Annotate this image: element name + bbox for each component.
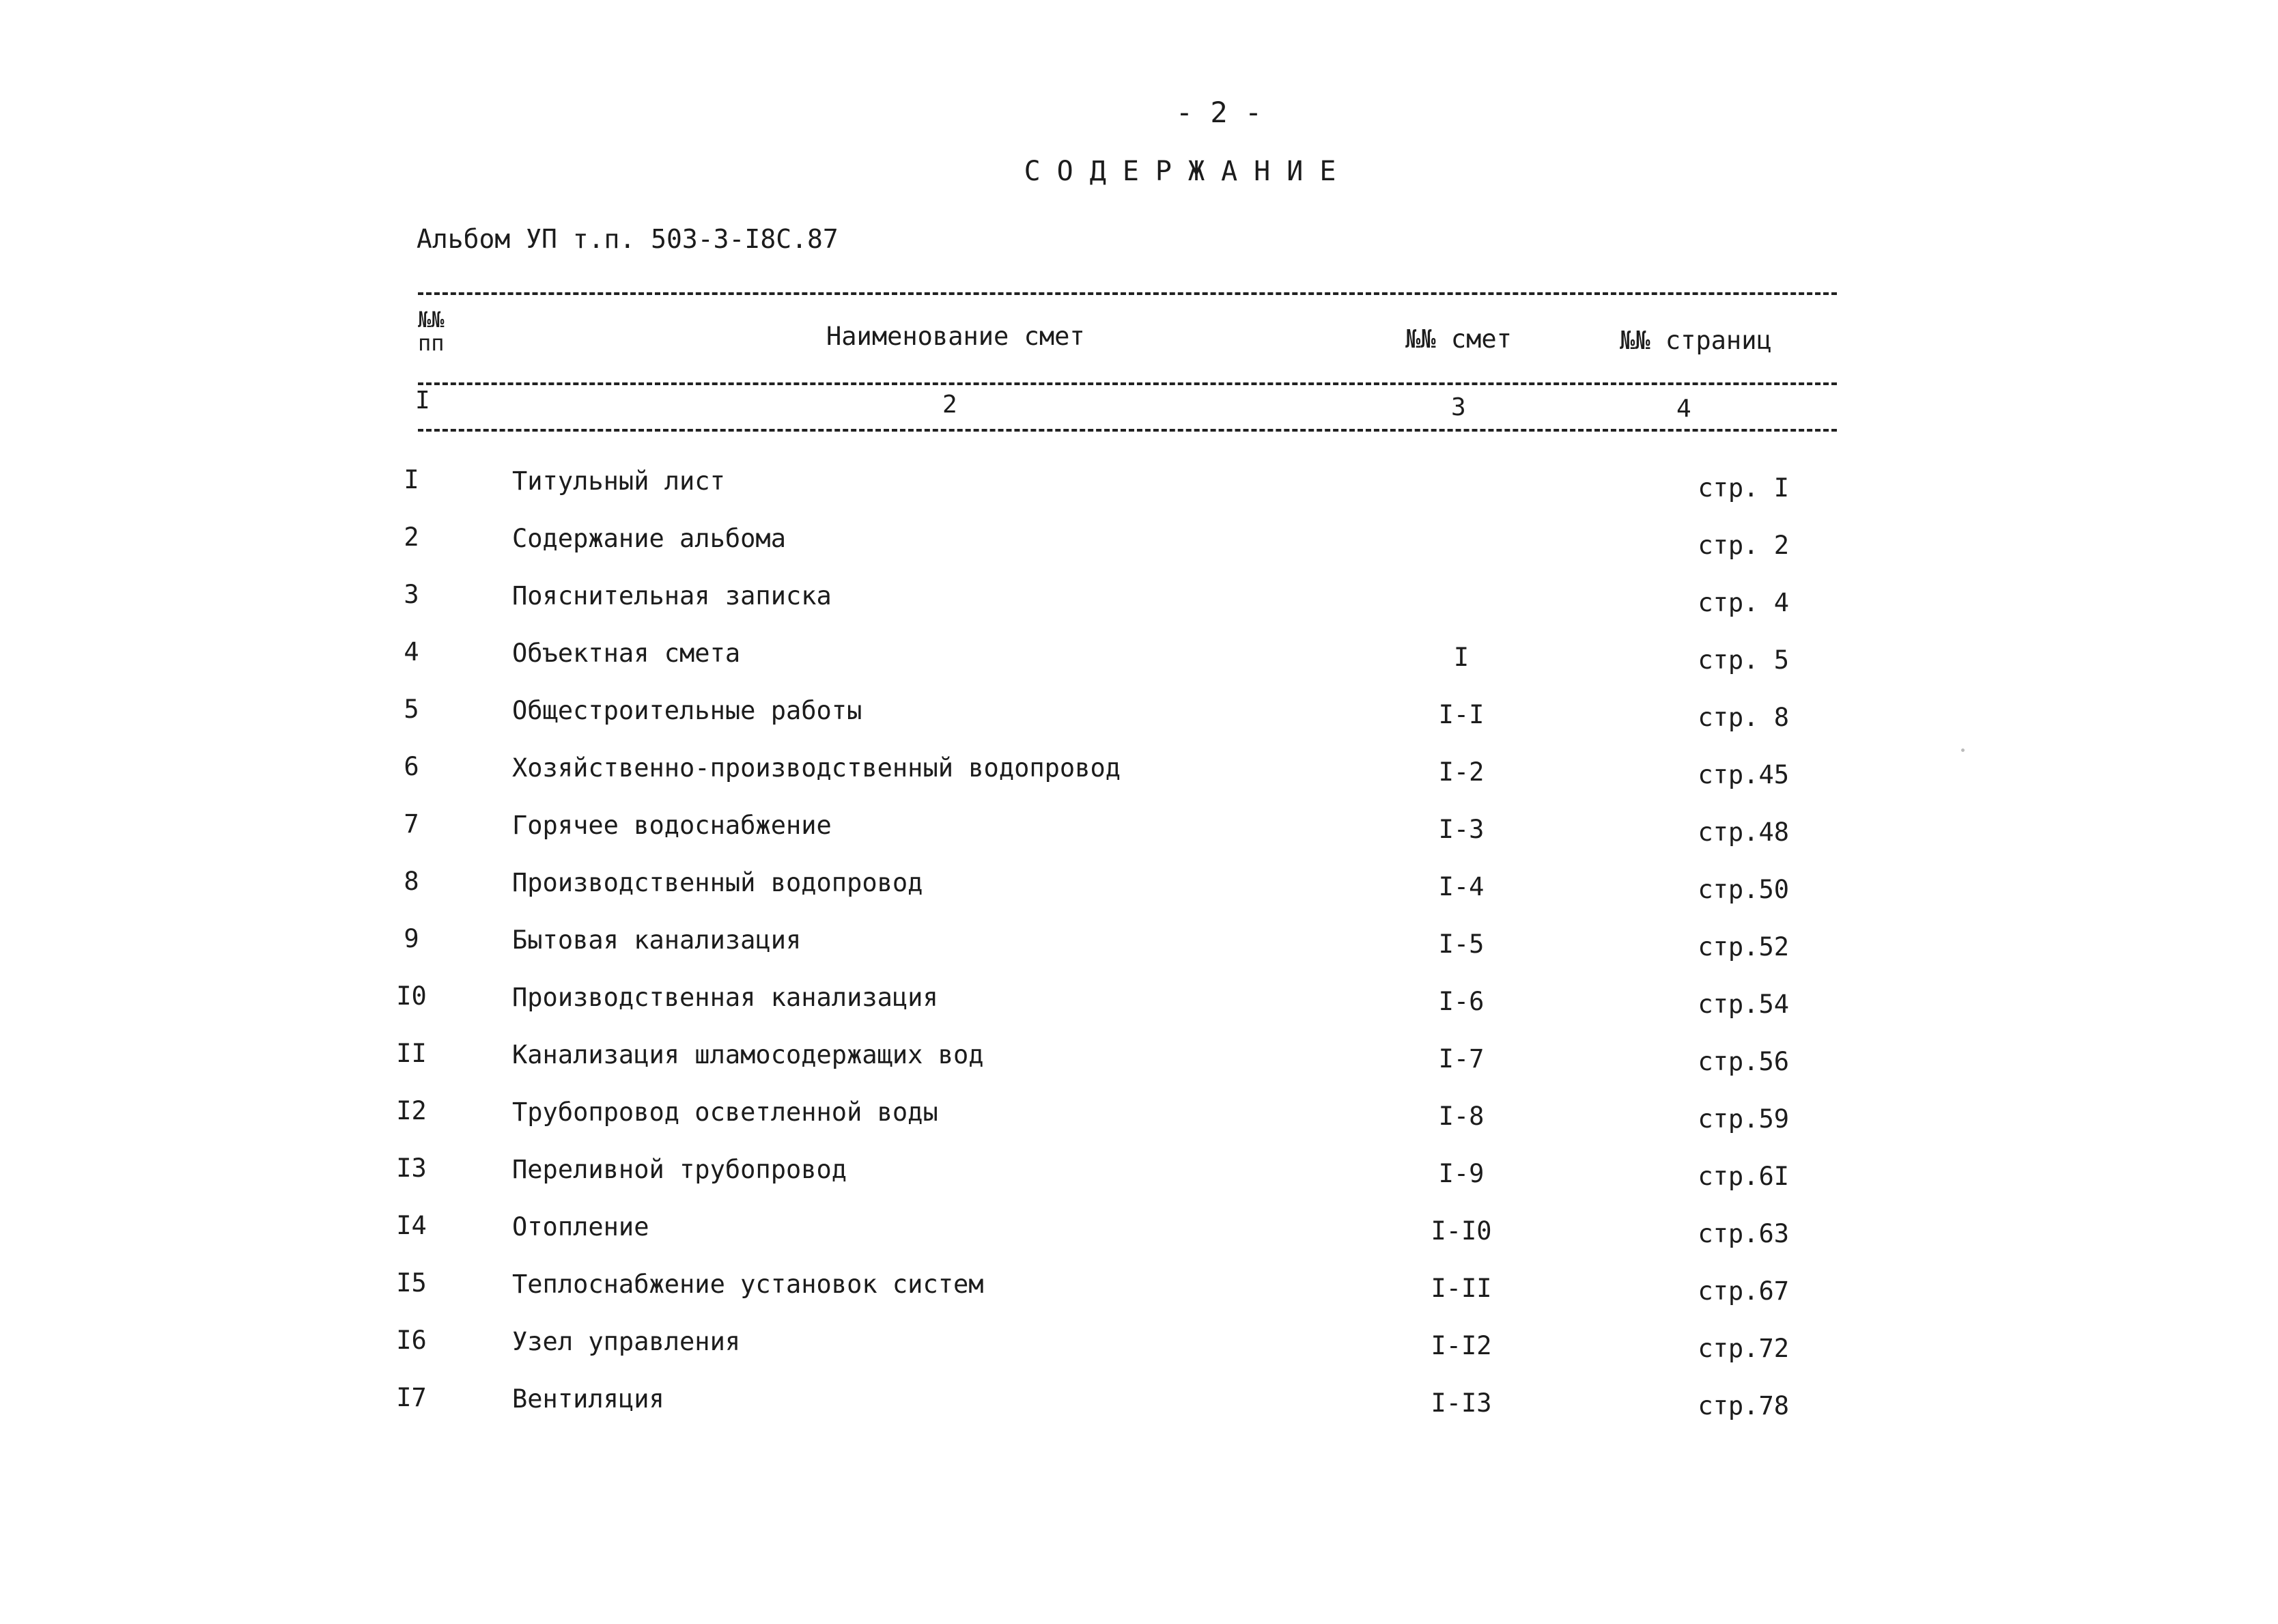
row-number: I4 bbox=[396, 1211, 427, 1240]
estimate-name: Трубопровод осветленной воды bbox=[512, 1097, 938, 1127]
page-reference: стр.48 bbox=[1698, 817, 1789, 847]
page-reference: стр.67 bbox=[1698, 1276, 1789, 1306]
estimate-code: I-I bbox=[1438, 700, 1485, 729]
row-number: 8 bbox=[404, 867, 419, 896]
estimate-name: Производственная канализация bbox=[512, 983, 938, 1012]
page-number: - 2 - bbox=[1175, 96, 1263, 129]
page-reference: стр. I bbox=[1698, 473, 1789, 503]
row-number: I0 bbox=[396, 981, 427, 1011]
page-reference: стр.78 bbox=[1698, 1391, 1789, 1420]
estimate-code: I-3 bbox=[1438, 815, 1485, 844]
estimate-name: Узел управления bbox=[512, 1327, 741, 1356]
row-number: 5 bbox=[404, 695, 419, 724]
row-number: I6 bbox=[396, 1326, 427, 1355]
page-reference: стр.50 bbox=[1698, 875, 1789, 904]
row-number: 9 bbox=[404, 924, 419, 953]
page-reference: стр.56 bbox=[1698, 1047, 1789, 1076]
estimate-name: Горячее водоснабжение bbox=[512, 811, 832, 840]
album-label: Альбом УП т.п. 503-3-I8С.87 bbox=[417, 224, 839, 254]
estimate-name: Теплоснабжение установок систем bbox=[512, 1270, 984, 1299]
page-reference: стр.54 bbox=[1698, 990, 1789, 1019]
row-number: 3 bbox=[404, 580, 419, 609]
row-number: 6 bbox=[404, 752, 419, 781]
scan-speck bbox=[1961, 748, 1965, 752]
column-number-1: I bbox=[415, 387, 430, 415]
page-title: СОДЕРЖАНИЕ bbox=[1024, 156, 1353, 187]
estimate-name: Канализация шламосодержащих вод bbox=[512, 1040, 984, 1069]
page-reference: стр.52 bbox=[1698, 932, 1789, 962]
estimate-name: Объектная смета bbox=[512, 639, 741, 668]
estimate-name: Титульный лист bbox=[512, 466, 725, 496]
estimate-name: Общестроительные работы bbox=[512, 696, 862, 725]
row-number: II bbox=[396, 1039, 427, 1068]
estimate-name: Содержание альбома bbox=[512, 524, 786, 553]
column-numbers-rule bbox=[418, 429, 1837, 432]
estimate-code: I-I3 bbox=[1431, 1388, 1492, 1418]
page-reference: стр.45 bbox=[1698, 760, 1789, 789]
page-reference: стр. 4 bbox=[1698, 588, 1789, 617]
estimate-name: Переливной трубопровод bbox=[512, 1155, 847, 1184]
estimate-code: I-7 bbox=[1438, 1044, 1485, 1074]
estimate-code: I-9 bbox=[1438, 1159, 1485, 1188]
row-number: I bbox=[404, 465, 419, 494]
estimate-code: I-8 bbox=[1438, 1102, 1485, 1131]
estimate-name: Вентиляция bbox=[512, 1384, 664, 1414]
estimate-code: I-5 bbox=[1438, 929, 1485, 959]
row-number: 2 bbox=[404, 522, 419, 552]
page-reference: стр.6I bbox=[1698, 1162, 1789, 1191]
estimate-code: I bbox=[1453, 643, 1470, 672]
estimate-code: I-I0 bbox=[1431, 1216, 1492, 1246]
estimate-code: I-4 bbox=[1438, 872, 1485, 901]
estimate-name: Производственный водопровод bbox=[512, 868, 923, 897]
row-number: 7 bbox=[404, 809, 419, 839]
estimate-code: I-I2 bbox=[1431, 1331, 1492, 1360]
header-page-number: №№ страниц bbox=[1620, 326, 1772, 355]
page-reference: стр.63 bbox=[1698, 1219, 1789, 1248]
estimate-code: I-2 bbox=[1438, 757, 1485, 787]
estimate-code: I-II bbox=[1431, 1274, 1492, 1303]
column-number-4: 4 bbox=[1676, 395, 1691, 423]
column-number-3: 3 bbox=[1451, 393, 1466, 421]
table-top-rule bbox=[418, 292, 1837, 295]
row-number: I2 bbox=[396, 1096, 427, 1125]
estimate-name: Бытовая канализация bbox=[512, 925, 802, 955]
row-number: I5 bbox=[396, 1268, 427, 1298]
header-row-number-line: пп bbox=[418, 329, 445, 356]
page-reference: стр. 2 bbox=[1698, 531, 1789, 560]
estimate-name: Пояснительная записка bbox=[512, 581, 832, 611]
column-number-2: 2 bbox=[942, 391, 957, 419]
header-row-number bbox=[418, 309, 445, 354]
header-estimate-number: №№ смет bbox=[1405, 324, 1512, 354]
estimate-name: Отопление bbox=[512, 1212, 649, 1242]
page-reference: стр. 8 bbox=[1698, 703, 1789, 732]
row-number: I3 bbox=[396, 1153, 427, 1183]
page-reference: стр.72 bbox=[1698, 1334, 1789, 1363]
page-reference: стр. 5 bbox=[1698, 645, 1789, 675]
estimate-code: I-6 bbox=[1438, 987, 1485, 1016]
row-number: 4 bbox=[404, 637, 419, 667]
header-rule bbox=[418, 382, 1837, 385]
header-name: Наименование смет bbox=[826, 322, 1085, 351]
estimate-name: Хозяйственно-производственный водопровод bbox=[512, 753, 1121, 783]
page-reference: стр.59 bbox=[1698, 1104, 1789, 1134]
row-number: I7 bbox=[396, 1383, 427, 1412]
header-row-number-line: №№ bbox=[418, 307, 445, 333]
